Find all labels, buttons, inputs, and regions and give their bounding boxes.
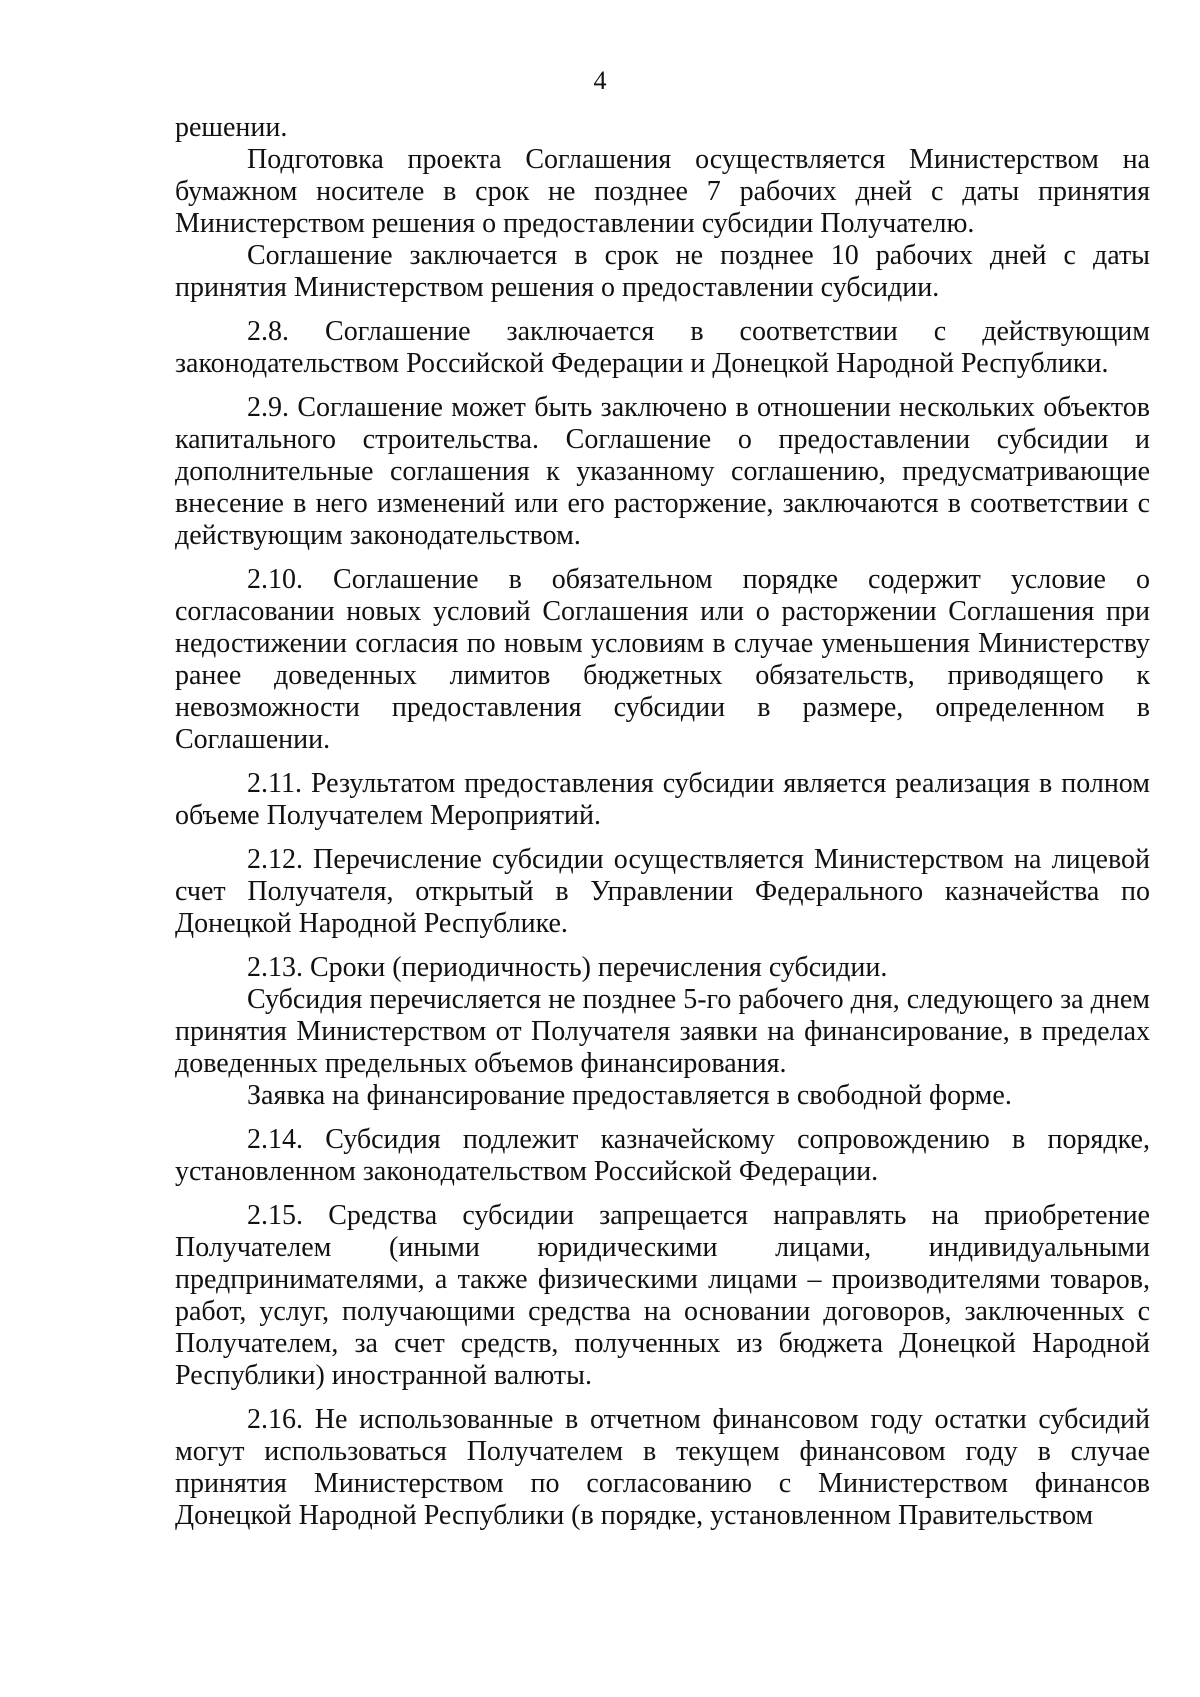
clause-2-12: 2.12. Перечисление субсидии осуществляется Министерством на лицевой счет Получателя, открытый в Управлении Федерального казначейства по Донецкой Народной Республике. — [175, 844, 1150, 939]
clause-2-15: 2.15. Средства субсидии запрещается направлять на приобретение Получателем (иными юридическими лицами, индивидуальными предпринимателями, а также физическими лицами – производителями товаров, работ, услуг, получающими средства на основании договоров, заключенных с Получателем, за счет средств, полученных из бюджета Донецкой Народной Республики) иностранной валюты. — [175, 1200, 1150, 1391]
document-body — [175, 112, 1150, 1532]
paragraph-agreement-term: Соглашение заключается в срок не позднее 10 рабочих дней с даты принятия Министерством решения о предоставлении субсидии. — [175, 240, 1150, 303]
clause-2-14: 2.14. Субсидия подлежит казначейскому сопровождению в порядке, установленном законодательством Российской Федерации. — [175, 1124, 1150, 1187]
page-number: 4 — [593, 66, 607, 95]
paragraph-continuation: решении. — [175, 112, 288, 143]
paragraph-transfer-deadline: Субсидия перечисляется не позднее 5-го рабочего дня, следующего за днем принятия Министерством от Получателя заявки на финансирование, в пределах доведенных предельных объемов финансирования. — [175, 984, 1150, 1079]
clause-2-13: 2.13. Сроки (периодичность) перечисления субсидии. — [247, 952, 888, 983]
paragraph-agreement-draft: Подготовка проекта Соглашения осуществляется Министерством на бумажном носителе в срок не позднее 7 рабочих дней с даты принятия Министерством решения о предоставлении субсидии Получателю. — [175, 144, 1150, 239]
paragraph-funding-request: Заявка на финансирование предоставляется в свободной форме. — [247, 1080, 1012, 1111]
clause-2-16: 2.16. Не использованные в отчетном финансовом году остатки субсидий могут использоваться Получателем в текущем финансовом году в случае принятия Министерством по согласованию с Министерством финансов Донецкой Народной Республики (в порядке, установленном Правительством — [175, 1404, 1150, 1531]
clause-2-9: 2.9. Соглашение может быть заключено в отношении нескольких объектов капитального строительства. Соглашение о предоставлении субсидии и дополнительные соглашения к указанному соглашению, предусматривающие внесение в него изменений или его расторжение, заключаются в соответствии с действующим законодательством. — [175, 392, 1150, 551]
clause-2-11: 2.11. Результатом предоставления субсидии является реализация в полном объеме Получателем Мероприятий. — [175, 768, 1150, 831]
clause-2-8: 2.8. Соглашение заключается в соответствии с действующим законодательством Российской Федерации и Донецкой Народной Республики. — [175, 316, 1150, 379]
clause-2-10: 2.10. Соглашение в обязательном порядке содержит условие о согласовании новых условий Соглашения или о расторжении Соглашения при недостижении согласия по новым условиям в случае уменьшения Министерству ранее доведенных лимитов бюджетных обязательств, приводящего к невозможности предоставления субсидии в размере, определенном в Соглашении. — [175, 564, 1150, 755]
